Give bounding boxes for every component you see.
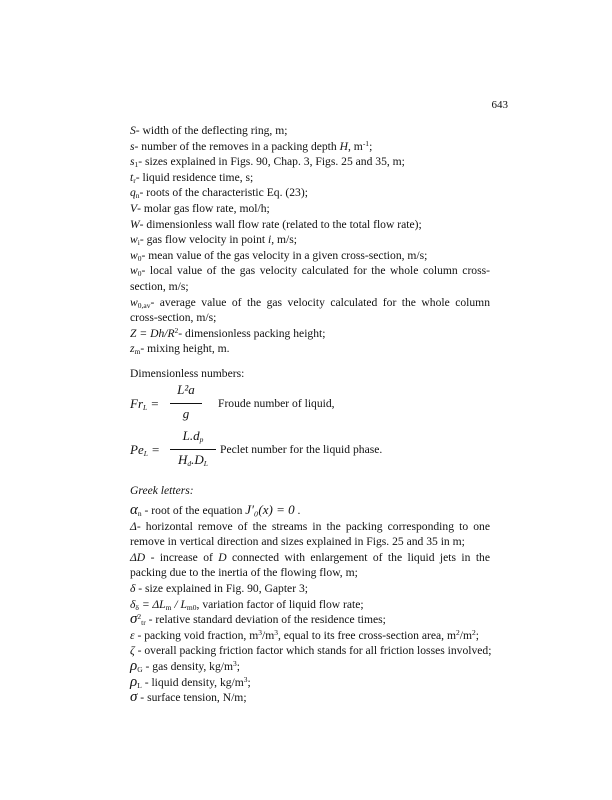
list-item: V- molar gas flow rate, mol/h; <box>130 201 270 215</box>
list-item: $z_m-$ mixing height, m. <box>130 342 230 357</box>
list-item: $\delta_\delta = \Delta L_m / L_{m0}$, variation factor of liquid flow rate; <box>130 597 364 612</box>
list-item: δ - size explained in Fig. 90, Gapter 3; <box>130 582 308 596</box>
froude-formula <box>130 382 490 428</box>
greek-heading: Greek letters: <box>130 483 194 497</box>
list-item: $w_i-$ gas flow velocity in point i, m/s; <box>130 233 297 248</box>
peclet-formula <box>130 428 490 474</box>
list-item: $\rho_L$ - liquid density, $kg/m^3$; <box>130 673 251 690</box>
list-item: $\rho_G$ - gas density, $kg/m^3$; <box>130 658 240 675</box>
froude-numerator: L²a <box>177 381 195 397</box>
list-item: $w_0-$ mean value of the gas velocity in a given cross-section, m/s; <box>130 248 428 263</box>
froude-denominator: g <box>182 405 190 421</box>
list-item: ΔD - increase of D connected with enlargement of the liquid jets in the packing due to the inertia of the flowing flow, m; <box>130 550 490 580</box>
page-number: 643 <box>491 99 508 111</box>
list-item: ζ - overall packing friction factor which stands for all friction losses involved; <box>130 644 492 658</box>
list-item: $t_r-$ liquid residence time, s; <box>130 170 254 185</box>
peclet-denominator: $H_d.D_L$ <box>178 451 208 468</box>
froude-lhs: $Fr_L$ = <box>130 395 160 412</box>
peclet-description: Peclet number for the liquid phase. <box>220 442 383 456</box>
list-item: $s_1-$ sizes explained in Figs. 90, Chap. 3, Figs. 25 and 35, m; <box>130 155 405 170</box>
nomenclature-list <box>130 123 490 706</box>
list-item: s- number of the removes in a packing depth H, $m^{-1}$; <box>130 138 373 153</box>
list-item: $Z = Dh/R^2-$ dimensionless packing height; <box>130 325 326 340</box>
list-item: S- width of the deflecting ring, m; <box>130 124 288 137</box>
list-item: $w_{0,av}-$ average value of the gas velocity calculated for the whole column cross-section, m/s; <box>130 295 490 325</box>
fraction-bar <box>170 403 202 404</box>
froude-description: Froude number of liquid, <box>218 396 335 410</box>
list-item: Δ- horizontal remove of the streams in the packing corresponding to one remove in vertical direction and sizes explained in Figs. 25 and 35 in m; <box>130 519 490 549</box>
list-item: ε - packing void fraction, $m^3/m^3$, equal to its free cross-section area, $m^2/m^2$; <box>130 627 479 642</box>
list-item: $w_0-$ local value of the gas velocity calculated for the whole column cross-section, m/s; <box>130 264 490 293</box>
list-item: $\sigma^2_{tr}$ - relative standard deviation of the residence times; <box>130 611 386 628</box>
peclet-lhs: $Pe_L$ = <box>130 441 160 458</box>
list-item: W- dimensionless wall flow rate (related to the total flow rate); <box>130 217 422 231</box>
fraction-bar <box>170 449 216 450</box>
peclet-numerator: $L.d_p$ <box>182 427 204 444</box>
list-item: $\alpha_n$ - root of the equation J′₀(x) = 0 . <box>130 502 301 519</box>
list-item: $q_n-$ roots of the characteristic Eq. (23); <box>130 186 308 201</box>
dimensionless-heading: Dimensionless numbers: <box>130 366 245 380</box>
list-item: σ - surface tension, N/m; <box>130 689 247 706</box>
